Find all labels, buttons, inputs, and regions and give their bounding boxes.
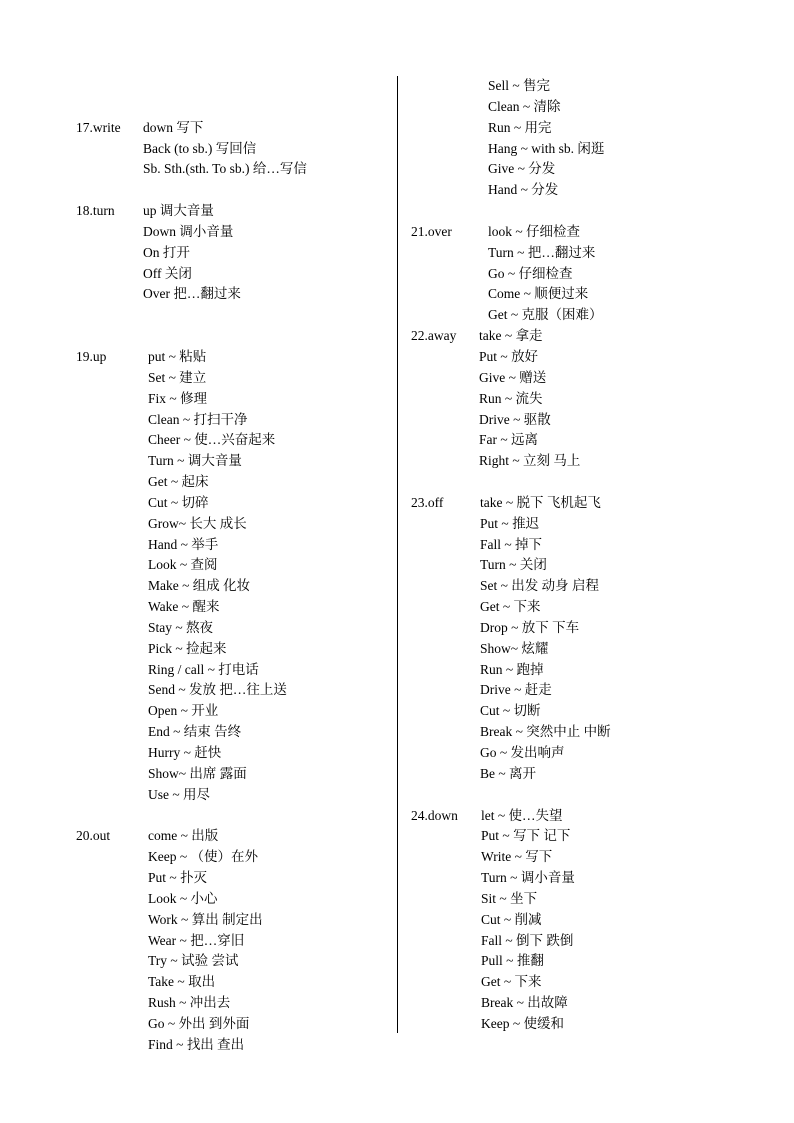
phrase-line: let ~ 使…失望 [481,807,563,823]
section-gap [76,305,386,326]
blank-line [76,97,386,118]
phrase-line: Run ~ 流失 [479,390,543,406]
phrase-line: Grow~ 长大 成长 [148,515,247,531]
phrase-line: Break ~ 突然中止 中断 [480,724,611,740]
phrase-line: Sb. Sth.(sth. To sb.) 给…写信 [143,161,307,177]
phrase-line: Keep ~ 使缓和 [481,1015,565,1031]
phrase-line: Set ~ 出发 动身 启程 [480,578,600,594]
phrase-line: On 打开 [143,244,190,260]
phrase-line: Ring / call ~ 打电话 [148,661,259,677]
phrase-line: Turn ~ 调小音量 [481,870,575,886]
phrase-line: Wear ~ 把…穿旧 [148,932,245,948]
phrase-line: Give ~ 赠送 [479,369,547,385]
phrase-line: Hand ~ 分发 [488,182,559,198]
phrase-line: Clean ~ 打扫干净 [148,411,248,427]
left-column [76,76,386,1056]
phrase-line: Fall ~ 倒下 跌倒 [481,932,574,948]
blank-line [76,76,386,97]
phrase-line: take ~ 脱下 飞机起飞 [480,494,601,510]
phrase-line: Go ~ 发出响声 [480,745,565,760]
phrase-line: Fix ~ 修理 [148,390,208,406]
phrase-line: Make ~ 组成 化妆 [148,578,251,594]
phrase-line: Go ~ 仔细检查 [488,265,573,281]
phrase-line: Use ~ 用尽 [148,786,211,802]
phrase-line: Cut ~ 削减 [481,911,542,927]
section-gap [76,806,386,827]
phrase-line: Get ~ 下来 [481,974,542,990]
phrase-line: Set ~ 建立 [148,369,207,385]
section-label: 23.off [411,494,444,510]
phrase-line: Over 把…翻过来 [143,286,241,302]
phrase-line: Cut ~ 切断 [480,703,541,719]
phrasal-verb-section [411,326,711,472]
phrase-line: Cheer ~ 使…兴奋起来 [148,432,276,448]
phrase-line: put ~ 粘贴 [148,348,207,364]
phrase-line: Break ~ 出故障 [481,995,568,1011]
phrasal-verb-section [411,76,711,201]
phrasal-verb-section [76,201,386,305]
phrase-line: take ~ 拿走 [479,328,543,344]
phrase-line: Look ~ 小心 [148,890,218,906]
phrase-line: Clean ~ 清除 [488,98,561,114]
section-label: 20.out [76,828,111,844]
section-items [148,347,287,806]
phrase-line: Give ~ 分发 [488,161,556,177]
phrase-line: Hurry ~ 赶快 [148,745,222,760]
section-gap [411,201,711,222]
phrasal-verb-section [411,493,711,785]
phrase-line: down 写下 [143,119,204,135]
phrase-line: Pull ~ 推翻 [481,953,544,969]
phrase-line: up 调大音量 [143,203,214,219]
phrase-line: Turn ~ 关闭 [480,557,547,573]
phrase-line: Put ~ 推迟 [480,515,540,531]
phrase-line: Put ~ 放好 [479,348,539,364]
column-divider [397,76,398,1033]
section-label: 21.over [411,223,452,239]
section-items [488,76,604,201]
phrasal-verb-section [76,826,386,1055]
phrase-line: Drive ~ 驱散 [479,411,551,427]
phrase-line: Hand ~ 举手 [148,536,219,552]
phrasal-verb-section [411,222,711,326]
phrase-line: Get ~ 起床 [148,474,209,490]
phrase-line: Right ~ 立刻 马上 [479,453,581,469]
phrase-line: Rush ~ 冲出去 [148,995,231,1011]
phrasal-verb-section [76,118,386,181]
phrasal-verb-section [76,347,386,806]
phrase-line: Get ~ 克服（困难） [488,307,603,323]
phrase-line: Work ~ 算出 制定出 [148,911,263,927]
section-gap [76,180,386,201]
phrase-line: Drop ~ 放下 下车 [480,619,580,635]
section-items [143,118,307,181]
phrase-line: Run ~ 跑掉 [480,661,544,677]
section-items [488,222,603,326]
phrasal-verb-section [411,806,711,1035]
right-column [411,76,711,1035]
phrase-line: Off 关闭 [143,265,192,281]
phrase-line: Wake ~ 醒来 [148,599,220,615]
section-label: 17.write [76,119,121,135]
section-items [148,826,263,1055]
section-label: 18.turn [76,203,115,219]
phrase-line: Get ~ 下来 [480,599,541,615]
phrase-line: End ~ 结束 告终 [148,724,242,740]
phrase-line: Try ~ 试验 尝试 [148,953,239,969]
phrase-line: Write ~ 写下 [481,849,553,865]
phrase-line: Run ~ 用完 [488,119,552,135]
phrase-line: Be ~ 离开 [480,765,537,781]
phrase-line: Sell ~ 售完 [488,78,551,93]
phrase-line: Down 调小音量 [143,223,234,239]
section-items [479,326,580,472]
phrase-line: Stay ~ 熬夜 [148,619,214,635]
phrase-line: Put ~ 扑灭 [148,870,208,886]
phrase-line: Far ~ 远离 [479,432,539,448]
phrase-line: Hang ~ with sb. 闲逛 [488,140,605,156]
phrase-line: Back (to sb.) 写回信 [143,140,257,156]
phrase-line: Open ~ 开业 [148,703,219,719]
phrase-line: Drive ~ 赶走 [480,682,552,698]
section-label [411,76,488,97]
phrase-line: Fall ~ 掉下 [480,536,543,552]
phrase-line: Go ~ 外出 到外面 [148,1015,250,1031]
phrase-line: look ~ 仔细检查 [488,223,581,239]
phrase-line: Turn ~ 把…翻过来 [488,244,596,260]
phrase-line: Come ~ 顺便过来 [488,286,589,302]
section-label: 24.down [411,807,458,823]
phrase-line: Take ~ 取出 [148,974,216,990]
section-items [481,806,575,1035]
phrase-line: Turn ~ 调大音量 [148,453,242,469]
phrase-line: Cut ~ 切碎 [148,494,209,510]
phrase-line: Look ~ 查阅 [148,557,218,573]
section-gap [76,326,386,347]
phrase-line: Send ~ 发放 把…往上送 [148,682,287,698]
phrase-line: Sit ~ 坐下 [481,890,538,906]
section-gap [411,785,711,806]
section-items [143,201,241,305]
section-label: 19.up [76,348,107,364]
section-items [480,493,611,785]
section-gap [411,472,711,493]
section-label: 22.away [411,328,457,344]
phrase-line: Pick ~ 捡起来 [148,640,227,656]
phrase-line: Show~ 炫耀 [480,640,549,656]
phrase-line: come ~ 出版 [148,828,219,844]
phrase-line: Show~ 出席 露面 [148,765,247,781]
phrase-line: Put ~ 写下 记下 [481,828,571,844]
phrase-line: Find ~ 找出 查出 [148,1036,245,1052]
phrase-line: Keep ~ （使）在外 [148,849,259,865]
